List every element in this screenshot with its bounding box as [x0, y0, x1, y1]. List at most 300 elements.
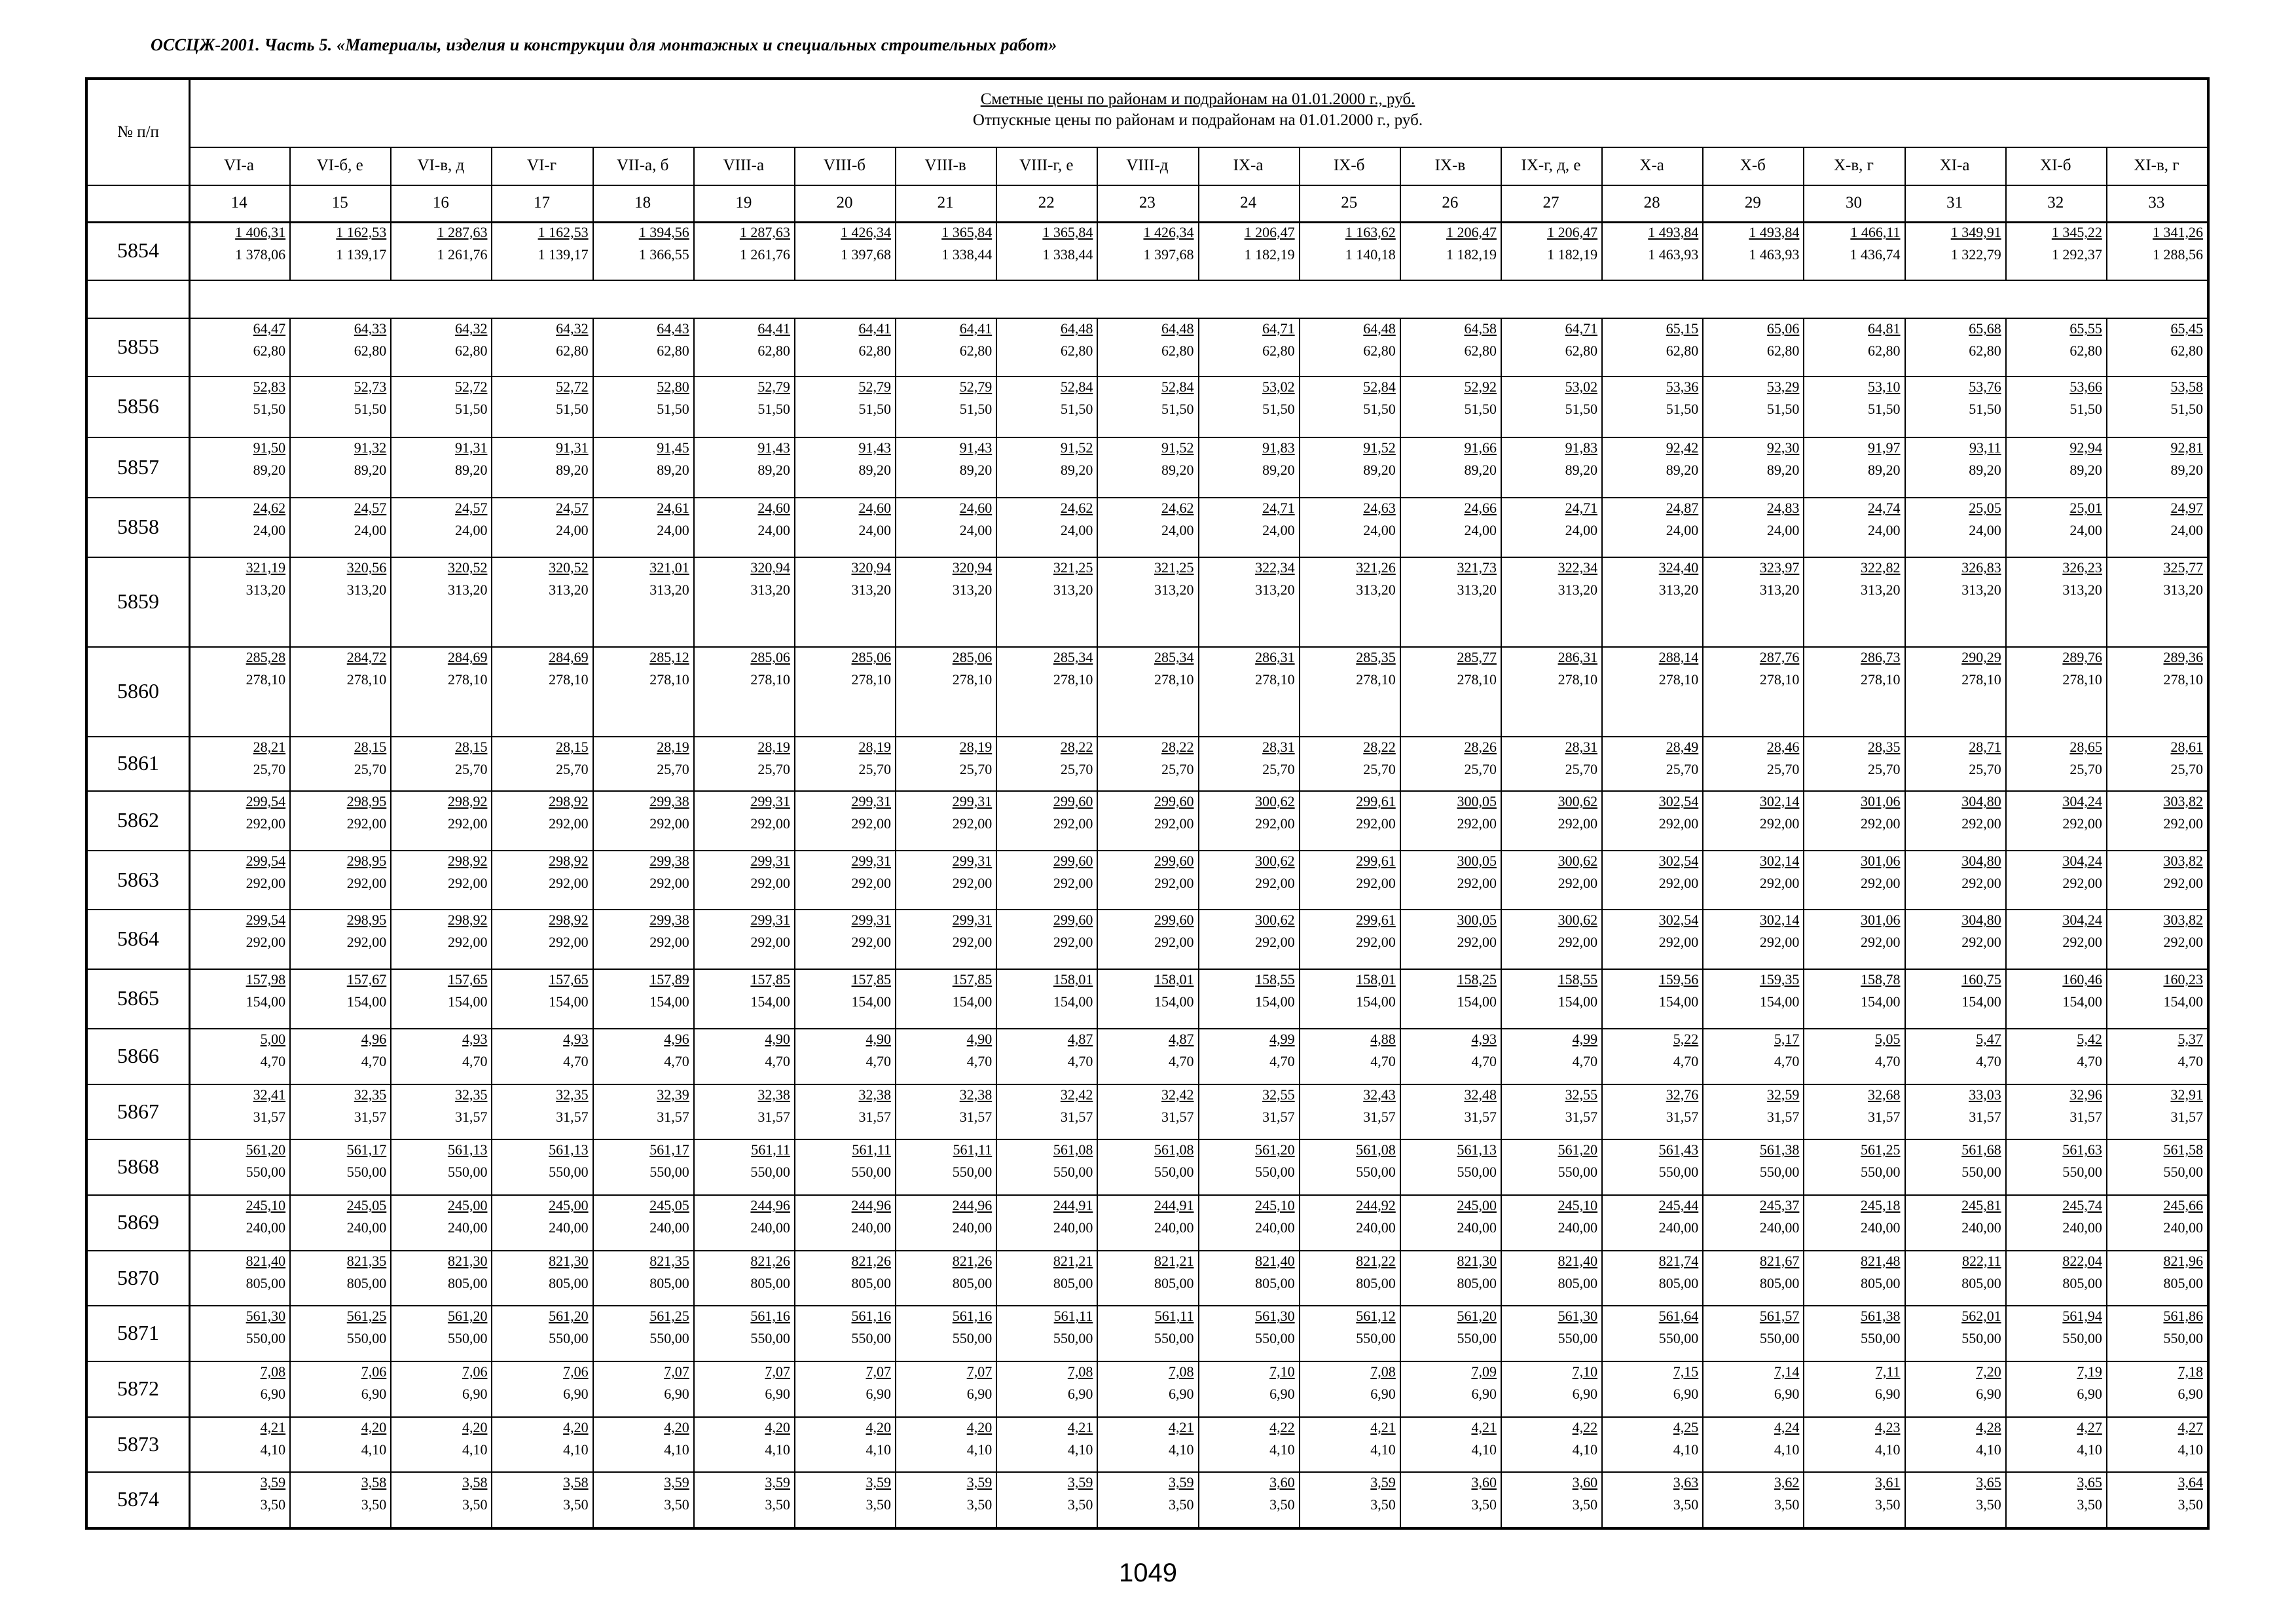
- estimated-price: 24,62: [1060, 500, 1093, 517]
- release-price: 292,00: [1154, 934, 1194, 951]
- release-price: 4,10: [1572, 1441, 1598, 1458]
- estimated-price: 7,10: [1269, 1363, 1295, 1380]
- rule: [2106, 147, 2107, 1527]
- estimated-price: 285,34: [1154, 649, 1194, 666]
- release-price: 89,20: [354, 461, 387, 478]
- estimated-price: 3,59: [260, 1474, 286, 1491]
- release-price: 550,00: [1861, 1330, 1901, 1347]
- estimated-price: 1 206,47: [1547, 224, 1598, 240]
- column-name: IX-а: [1233, 157, 1264, 174]
- estimated-price: 157,85: [952, 971, 993, 988]
- release-price: 25,70: [253, 761, 286, 778]
- release-price: 550,00: [1154, 1164, 1194, 1181]
- release-price: 51,50: [1161, 400, 1194, 417]
- release-price: 24,00: [757, 522, 790, 539]
- estimated-price: 4,99: [1572, 1030, 1598, 1047]
- release-price: 805,00: [1961, 1274, 2001, 1291]
- estimated-price: 24,62: [253, 500, 286, 517]
- estimated-price: 1 426,34: [841, 224, 892, 240]
- release-price: 3,50: [1572, 1496, 1598, 1513]
- column-number: 15: [331, 194, 348, 212]
- estimated-price: 821,40: [1255, 1252, 1295, 1269]
- estimated-price: 64,71: [1262, 320, 1295, 337]
- estimated-price: 299,60: [1053, 912, 1093, 929]
- release-price: 805,00: [447, 1274, 488, 1291]
- release-price: 6,90: [1673, 1385, 1699, 1402]
- release-price: 278,10: [549, 671, 589, 688]
- estimated-price: 245,10: [1558, 1196, 1598, 1213]
- release-price: 278,10: [1558, 671, 1598, 688]
- release-price: 89,20: [1766, 461, 1800, 478]
- estimated-price: 4,20: [966, 1418, 993, 1435]
- estimated-price: 3,59: [1370, 1474, 1396, 1491]
- release-price: 25,70: [959, 761, 993, 778]
- release-price: 154,00: [750, 993, 790, 1010]
- estimated-price: 1 162,53: [538, 224, 589, 240]
- release-price: 550,00: [1558, 1330, 1598, 1347]
- estimated-price: 304,80: [1961, 912, 2001, 929]
- release-price: 278,10: [1457, 671, 1497, 688]
- release-price: 292,00: [346, 934, 387, 951]
- release-price: 313,20: [2062, 581, 2102, 599]
- estimated-price: 284,72: [346, 649, 387, 666]
- estimated-price: 561,08: [1356, 1141, 1396, 1158]
- estimated-price: 821,30: [447, 1252, 488, 1269]
- estimated-price: 302,14: [1759, 912, 1800, 929]
- estimated-price: 245,00: [1457, 1196, 1497, 1213]
- estimated-price: 245,44: [1658, 1196, 1699, 1213]
- release-price: 6,90: [1471, 1385, 1497, 1402]
- release-price: 51,50: [354, 400, 387, 417]
- column-name: X-в, г: [1833, 157, 1874, 174]
- estimated-price: 157,65: [447, 971, 488, 988]
- estimated-price: 300,62: [1255, 792, 1295, 809]
- release-price: 31,57: [1262, 1108, 1295, 1125]
- estimated-price: 7,15: [1673, 1363, 1699, 1380]
- release-price: 89,20: [1060, 461, 1093, 478]
- release-price: 6,90: [1067, 1385, 1093, 1402]
- estimated-price: 4,96: [361, 1030, 387, 1047]
- release-price: 3,50: [1673, 1496, 1699, 1513]
- release-price: 3,50: [1471, 1496, 1497, 1513]
- estimated-price: 7,09: [1471, 1363, 1497, 1380]
- estimated-price: 158,01: [1356, 971, 1396, 988]
- rule: [996, 147, 997, 1527]
- release-price: 292,00: [2163, 934, 2203, 951]
- release-price: 62,80: [1464, 342, 1497, 360]
- estimated-price: 159,35: [1759, 971, 1800, 988]
- rule: [1198, 147, 1199, 1527]
- release-price: 51,50: [657, 400, 689, 417]
- release-price: 24,00: [2170, 522, 2203, 539]
- release-price: 6,90: [1774, 1385, 1800, 1402]
- title-estimated-prices: Сметные цены по районам и подрайонам на 01.01.2000 г., руб.: [980, 90, 1415, 108]
- release-price: 550,00: [1154, 1330, 1194, 1347]
- estimated-price: 64,41: [757, 320, 790, 337]
- release-price: 292,00: [1558, 815, 1598, 832]
- estimated-price: 4,20: [563, 1418, 589, 1435]
- estimated-price: 91,43: [858, 439, 892, 456]
- estimated-price: 4,20: [462, 1418, 488, 1435]
- release-price: 62,80: [354, 342, 387, 360]
- rule: [88, 185, 2207, 186]
- estimated-price: 822,11: [1962, 1252, 2001, 1269]
- estimated-price: 299,31: [952, 792, 993, 809]
- estimated-price: 298,92: [549, 852, 589, 869]
- release-price: 1 140,18: [1345, 246, 1396, 263]
- estimated-price: 322,34: [1255, 559, 1295, 576]
- release-price: 3,50: [1774, 1496, 1800, 1513]
- estimated-price: 24,83: [1766, 500, 1800, 517]
- release-price: 25,70: [1363, 761, 1396, 778]
- release-price: 313,20: [851, 581, 892, 599]
- release-price: 292,00: [1255, 874, 1295, 891]
- estimated-price: 1 287,63: [739, 224, 790, 240]
- release-price: 4,10: [765, 1441, 790, 1458]
- estimated-price: 92,81: [2170, 439, 2203, 456]
- release-price: 292,00: [1961, 934, 2001, 951]
- estimated-price: 322,82: [1861, 559, 1901, 576]
- release-price: 550,00: [750, 1164, 790, 1181]
- estimated-price: 821,30: [549, 1252, 589, 1269]
- estimated-price: 302,54: [1658, 852, 1699, 869]
- release-price: 805,00: [346, 1274, 387, 1291]
- estimated-price: 3,59: [866, 1474, 892, 1491]
- release-price: 1 366,55: [638, 246, 689, 263]
- release-price: 278,10: [1658, 671, 1699, 688]
- estimated-price: 1 287,63: [437, 224, 488, 240]
- estimated-price: 561,11: [1053, 1308, 1093, 1325]
- release-price: 31,57: [1161, 1108, 1194, 1125]
- release-price: 154,00: [1558, 993, 1598, 1010]
- estimated-price: 821,96: [2163, 1252, 2203, 1269]
- estimated-price: 4,87: [1168, 1030, 1194, 1047]
- estimated-price: 561,38: [1861, 1308, 1901, 1325]
- estimated-price: 3,61: [1875, 1474, 1901, 1491]
- release-price: 292,00: [549, 934, 589, 951]
- estimated-price: 4,90: [765, 1030, 790, 1047]
- release-price: 4,10: [1976, 1441, 2001, 1458]
- estimated-price: 561,25: [1861, 1141, 1901, 1158]
- release-price: 4,70: [1976, 1052, 2001, 1069]
- release-price: 154,00: [851, 993, 892, 1010]
- estimated-price: 64,58: [1464, 320, 1497, 337]
- estimated-price: 53,76: [1969, 378, 2001, 395]
- release-price: 6,90: [2077, 1385, 2102, 1402]
- estimated-price: 158,55: [1558, 971, 1598, 988]
- estimated-price: 561,30: [246, 1308, 286, 1325]
- release-price: 6,90: [1370, 1385, 1396, 1402]
- release-price: 4,70: [1168, 1052, 1194, 1069]
- release-price: 805,00: [1759, 1274, 1800, 1291]
- release-price: 292,00: [1356, 934, 1396, 951]
- release-price: 4,10: [2077, 1441, 2102, 1458]
- estimated-price: 28,49: [1666, 739, 1699, 756]
- estimated-price: 28,19: [959, 739, 993, 756]
- estimated-price: 91,31: [454, 439, 488, 456]
- release-price: 51,50: [1868, 400, 1901, 417]
- estimated-price: 821,48: [1861, 1252, 1901, 1269]
- release-price: 3,50: [765, 1496, 790, 1513]
- estimated-price: 28,15: [354, 739, 387, 756]
- release-price: 3,50: [1067, 1496, 1093, 1513]
- estimated-price: 302,54: [1658, 792, 1699, 809]
- estimated-price: 92,30: [1766, 439, 1800, 456]
- release-price: 805,00: [1356, 1274, 1396, 1291]
- release-price: 805,00: [1457, 1274, 1497, 1291]
- estimated-price: 28,19: [657, 739, 689, 756]
- release-price: 292,00: [1154, 874, 1194, 891]
- estimated-price: 245,00: [549, 1196, 589, 1213]
- release-price: 313,20: [346, 581, 387, 599]
- estimated-price: 299,38: [649, 852, 689, 869]
- estimated-price: 25,05: [1969, 500, 2001, 517]
- column-number: 27: [1542, 194, 1559, 212]
- release-price: 3,50: [563, 1496, 589, 1513]
- release-price: 25,70: [1868, 761, 1901, 778]
- release-price: 292,00: [952, 874, 993, 891]
- estimated-price: 3,64: [2178, 1474, 2203, 1491]
- column-number: 16: [432, 194, 449, 212]
- column-name: XI-а: [1939, 157, 1970, 174]
- estimated-price: 3,65: [1976, 1474, 2001, 1491]
- estimated-price: 298,95: [346, 792, 387, 809]
- row-number: 5864: [117, 927, 159, 951]
- estimated-price: 320,94: [750, 559, 790, 576]
- release-price: 31,57: [1363, 1108, 1396, 1125]
- estimated-price: 299,60: [1053, 852, 1093, 869]
- estimated-price: 299,54: [246, 852, 286, 869]
- release-price: 24,00: [1565, 522, 1598, 539]
- estimated-price: 244,91: [1154, 1196, 1194, 1213]
- estimated-price: 91,32: [354, 439, 387, 456]
- estimated-price: 7,06: [462, 1363, 488, 1380]
- estimated-price: 321,01: [649, 559, 689, 576]
- estimated-price: 285,06: [750, 649, 790, 666]
- estimated-price: 299,61: [1356, 852, 1396, 869]
- release-price: 292,00: [1255, 934, 1295, 951]
- release-price: 313,20: [1255, 581, 1295, 599]
- estimated-price: 4,23: [1875, 1418, 1901, 1435]
- release-price: 4,10: [664, 1441, 689, 1458]
- estimated-price: 64,33: [354, 320, 387, 337]
- estimated-price: 28,31: [1262, 739, 1295, 756]
- estimated-price: 7,20: [1976, 1363, 2001, 1380]
- release-price: 805,00: [1658, 1274, 1699, 1291]
- rule: [1400, 147, 1401, 1527]
- estimated-price: 300,05: [1457, 912, 1497, 929]
- release-price: 62,80: [1060, 342, 1093, 360]
- estimated-price: 28,26: [1464, 739, 1497, 756]
- estimated-price: 7,11: [1875, 1363, 1901, 1380]
- column-number: 22: [1038, 194, 1055, 212]
- release-price: 1 139,17: [336, 246, 387, 263]
- release-price: 278,10: [952, 671, 993, 688]
- estimated-price: 821,67: [1759, 1252, 1800, 1269]
- estimated-price: 301,06: [1861, 852, 1901, 869]
- estimated-price: 7,08: [1168, 1363, 1194, 1380]
- estimated-price: 1 426,34: [1143, 224, 1194, 240]
- estimated-price: 320,94: [952, 559, 993, 576]
- estimated-price: 28,22: [1161, 739, 1194, 756]
- column-name: VIII-а: [723, 157, 765, 174]
- estimated-price: 561,64: [1658, 1308, 1699, 1325]
- row-number: 5857: [117, 454, 159, 479]
- release-price: 24,00: [657, 522, 689, 539]
- release-price: 292,00: [246, 874, 286, 891]
- release-price: 313,20: [649, 581, 689, 599]
- column-number: 29: [1744, 194, 1761, 212]
- estimated-price: 300,05: [1457, 852, 1497, 869]
- estimated-price: 7,07: [966, 1363, 993, 1380]
- release-price: 4,70: [1572, 1052, 1598, 1069]
- estimated-price: 53,66: [2069, 378, 2102, 395]
- estimated-price: 285,12: [649, 649, 689, 666]
- release-price: 292,00: [447, 934, 488, 951]
- release-price: 62,80: [959, 342, 993, 360]
- estimated-price: 561,25: [346, 1308, 387, 1325]
- release-price: 51,50: [959, 400, 993, 417]
- release-price: 25,70: [556, 761, 589, 778]
- release-price: 278,10: [1759, 671, 1800, 688]
- release-price: 240,00: [1053, 1219, 1093, 1236]
- release-price: 89,20: [2170, 461, 2203, 478]
- estimated-price: 4,20: [361, 1418, 387, 1435]
- estimated-price: 32,35: [354, 1086, 387, 1103]
- release-price: 292,00: [649, 874, 689, 891]
- estimated-price: 561,43: [1658, 1141, 1699, 1158]
- estimated-price: 304,24: [2062, 792, 2102, 809]
- estimated-price: 3,60: [1572, 1474, 1598, 1491]
- release-price: 62,80: [657, 342, 689, 360]
- release-price: 313,20: [1961, 581, 2001, 599]
- release-price: 62,80: [1868, 342, 1901, 360]
- release-price: 292,00: [1457, 934, 1497, 951]
- release-price: 6,90: [563, 1385, 589, 1402]
- estimated-price: 28,31: [1565, 739, 1598, 756]
- estimated-price: 5,17: [1774, 1030, 1800, 1047]
- page-number: 1049: [1119, 1559, 1177, 1587]
- row-number: 5866: [117, 1043, 159, 1067]
- estimated-price: 7,07: [664, 1363, 689, 1380]
- release-price: 62,80: [1969, 342, 2001, 360]
- row-number: 5858: [117, 515, 159, 539]
- release-price: 25,70: [757, 761, 790, 778]
- column-name: VI-в, д: [417, 157, 465, 174]
- release-price: 89,20: [1565, 461, 1598, 478]
- release-price: 550,00: [346, 1164, 387, 1181]
- release-price: 31,57: [354, 1108, 387, 1125]
- rule: [592, 147, 594, 1527]
- estimated-price: 157,85: [851, 971, 892, 988]
- release-price: 278,10: [447, 671, 488, 688]
- estimated-price: 64,41: [858, 320, 892, 337]
- release-price: 550,00: [1558, 1164, 1598, 1181]
- estimated-price: 7,07: [866, 1363, 892, 1380]
- estimated-price: 53,10: [1868, 378, 1901, 395]
- row-number: 5870: [117, 1265, 159, 1289]
- estimated-price: 561,25: [649, 1308, 689, 1325]
- table-title: [189, 89, 2207, 131]
- estimated-price: 32,96: [2069, 1086, 2102, 1103]
- column-number: 25: [1341, 194, 1358, 212]
- column-name: IX-г, д, е: [1521, 157, 1581, 174]
- estimated-price: 91,52: [1363, 439, 1396, 456]
- release-price: 4,10: [2178, 1441, 2203, 1458]
- estimated-price: 5,05: [1875, 1030, 1901, 1047]
- estimated-price: 7,19: [2077, 1363, 2102, 1380]
- estimated-price: 5,47: [1976, 1030, 2001, 1047]
- release-price: 3,50: [664, 1496, 689, 1513]
- estimated-price: 561,13: [549, 1141, 589, 1158]
- estimated-price: 1 163,62: [1345, 224, 1396, 240]
- estimated-price: 91,50: [253, 439, 286, 456]
- estimated-price: 323,97: [1759, 559, 1800, 576]
- estimated-price: 4,87: [1067, 1030, 1093, 1047]
- release-price: 292,00: [1053, 934, 1093, 951]
- release-price: 89,20: [858, 461, 892, 478]
- release-price: 805,00: [1558, 1274, 1598, 1291]
- release-price: 4,10: [260, 1441, 286, 1458]
- estimated-price: 821,26: [750, 1252, 790, 1269]
- estimated-price: 65,55: [2069, 320, 2102, 337]
- estimated-price: 244,92: [1356, 1196, 1396, 1213]
- price-table: [85, 77, 2210, 1530]
- estimated-price: 64,71: [1565, 320, 1598, 337]
- estimated-price: 302,14: [1759, 852, 1800, 869]
- estimated-price: 92,42: [1666, 439, 1699, 456]
- estimated-price: 321,73: [1457, 559, 1497, 576]
- release-price: 550,00: [952, 1164, 993, 1181]
- estimated-price: 32,68: [1868, 1086, 1901, 1103]
- release-price: 24,00: [1969, 522, 2001, 539]
- estimated-price: 298,92: [447, 852, 488, 869]
- release-price: 31,57: [454, 1108, 488, 1125]
- rule: [1904, 147, 1906, 1527]
- release-price: 550,00: [1861, 1164, 1901, 1181]
- estimated-price: 28,15: [556, 739, 589, 756]
- release-price: 240,00: [246, 1219, 286, 1236]
- release-price: 313,20: [1154, 581, 1194, 599]
- release-price: 240,00: [1255, 1219, 1295, 1236]
- estimated-price: 32,38: [858, 1086, 892, 1103]
- estimated-price: 4,21: [1067, 1418, 1093, 1435]
- release-price: 25,70: [1565, 761, 1598, 778]
- estimated-price: 561,12: [1356, 1308, 1396, 1325]
- release-price: 550,00: [1961, 1330, 2001, 1347]
- release-price: 25,70: [1666, 761, 1699, 778]
- estimated-price: 286,31: [1255, 649, 1295, 666]
- estimated-price: 91,52: [1060, 439, 1093, 456]
- release-price: 1 463,93: [1749, 246, 1800, 263]
- estimated-price: 52,72: [454, 378, 488, 395]
- release-price: 313,20: [1861, 581, 1901, 599]
- estimated-price: 24,66: [1464, 500, 1497, 517]
- estimated-price: 28,19: [757, 739, 790, 756]
- release-price: 89,20: [1969, 461, 2001, 478]
- estimated-price: 4,20: [664, 1418, 689, 1435]
- release-price: 550,00: [1658, 1164, 1699, 1181]
- release-price: 51,50: [1666, 400, 1699, 417]
- release-price: 4,70: [361, 1052, 387, 1069]
- release-price: 550,00: [549, 1330, 589, 1347]
- estimated-price: 561,13: [1457, 1141, 1497, 1158]
- release-price: 550,00: [246, 1330, 286, 1347]
- release-price: 51,50: [1464, 400, 1497, 417]
- release-price: 805,00: [1861, 1274, 1901, 1291]
- row-number: 5869: [117, 1209, 159, 1234]
- release-price: 3,50: [866, 1496, 892, 1513]
